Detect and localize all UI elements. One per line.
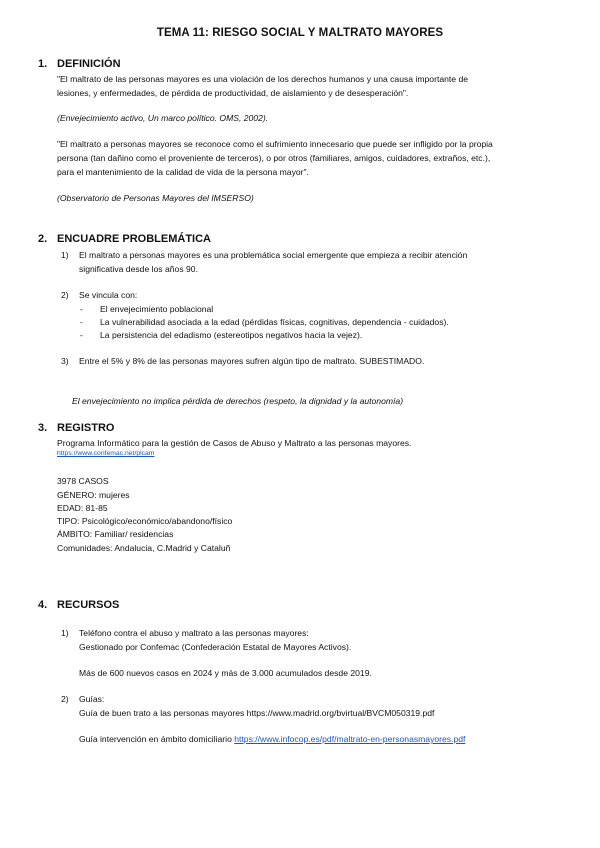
encuadre-item-2-line-1: Se vincula con: (79, 290, 138, 300)
section-3-heading: REGISTRO (57, 422, 115, 434)
recursos-guia-intervencion-link[interactable]: https://www.infocop.es/pdf/maltrato-en-personasmayores.pdf (234, 734, 466, 744)
section-4-number: 4. (38, 599, 48, 611)
encuadre-item-3-line-1: Entre el 5% y 8% de las personas mayores sufren algún tipo de maltrato. SUBESTIMADO. (79, 356, 425, 366)
encuadre-item-3-number: 3) (61, 356, 69, 366)
bullet-dash: - (80, 317, 83, 327)
bullet-dash: - (80, 304, 83, 314)
definition-quote-1-line-1: "El maltrato de las personas mayores es una violación de los derechos humanos y una causa importante de (57, 74, 469, 84)
bullet-dash: - (80, 330, 83, 340)
section-2-number: 2. (38, 233, 48, 245)
definition-citation-1: (Envejecimiento activo, Un marco político. OMS, 2002). (57, 113, 269, 123)
definition-quote-1-line-2: lesiones, y enfermedades, de pérdida de productividad, de aislamiento y de desesperación". (57, 88, 409, 98)
section-1-number: 1. (38, 58, 48, 70)
registro-description: Programa Informático para la gestión de Casos de Abuso y Maltrato a las personas mayores. (57, 438, 412, 448)
encuadre-item-1-line-1: El maltrato a personas mayores es una problemática social emergente que empieza a recibir atención (79, 250, 468, 260)
registro-link[interactable]: https://www.confemac.net/plcam (57, 450, 155, 457)
recursos-item-2-line-1: Guías: (79, 694, 105, 704)
recursos-item-1-line-2: Gestionado por Confemac (Confederación Estatal de Mayores Activos). (79, 642, 352, 652)
section-3-number: 3. (38, 422, 48, 434)
definition-citation-2: (Observatorio de Personas Mayores del IMSERSO) (57, 193, 254, 203)
recursos-item-1-line-1: Teléfono contra el abuso y maltrato a las personas mayores: (79, 628, 309, 638)
encuadre-item-1-number: 1) (61, 250, 69, 260)
recursos-guia-intervencion (79, 732, 465, 746)
definition-quote-2-line-2: persona (tan dañino como el proveniente de terceros), o por otros (familiares, amigos, cuidadores, extraños, etc.), (57, 153, 491, 163)
definition-quote-2-line-3: para el mantenimiento de la calidad de vida de la persona mayor". (57, 167, 309, 177)
recursos-item-1-number: 1) (61, 628, 69, 638)
section-2-heading: ENCUADRE PROBLEMÁTICA (57, 233, 211, 245)
registro-casos: 3978 CASOS (57, 476, 109, 486)
encuadre-item-1-line-2: significativa desde los años 90. (79, 264, 198, 274)
registro-genero: GÉNERO: mujeres (57, 490, 130, 500)
bullet-item: La persistencia del edadismo (estereotipos negativos hacia la vejez). (100, 330, 363, 340)
section-1-heading: DEFINICIÓN (57, 58, 121, 70)
encuadre-note: El envejecimiento no implica pérdida de derechos (respeto, la dignidad y la autonomía) (72, 396, 404, 406)
encuadre-item-2-number: 2) (61, 290, 69, 300)
recursos-guia-buen-trato: Guía de buen trato a las personas mayores https://www.madrid.org/bvirtual/BVCM050319.pdf (79, 708, 435, 718)
recursos-item-2-number: 2) (61, 694, 69, 704)
registro-ambito: ÁMBITO: Familiar/ residencias (57, 529, 174, 539)
registro-edad: EDAD: 81-85 (57, 503, 108, 513)
document-title: TEMA 11: RIESGO SOCIAL Y MALTRATO MAYORES (156, 27, 444, 39)
definition-quote-2-line-1: "El maltrato a personas mayores se reconoce como el sufrimiento innecesario que puede ser infligido por la propia (57, 139, 493, 149)
recursos-item-1-line-3: Más de 600 nuevos casos en 2024 y más de 3.000 acumulados desde 2019. (79, 668, 372, 678)
registro-tipo: TIPO: Psicológico/económico/abandono/físico (57, 516, 233, 526)
section-4-heading: RECURSOS (57, 599, 120, 611)
recursos-guia-intervencion-label: Guía intervención en ámbito domiciliario (79, 734, 232, 744)
bullet-item: La vulnerabilidad asociada a la edad (pérdidas físicas, cognitivas, dependencia - cuidados). (100, 317, 449, 327)
bullet-item: El envejecimiento poblacional (100, 304, 214, 314)
registro-comunidades: Comunidades: Andalucia, C.Madrid y Cataluñ (57, 543, 231, 553)
